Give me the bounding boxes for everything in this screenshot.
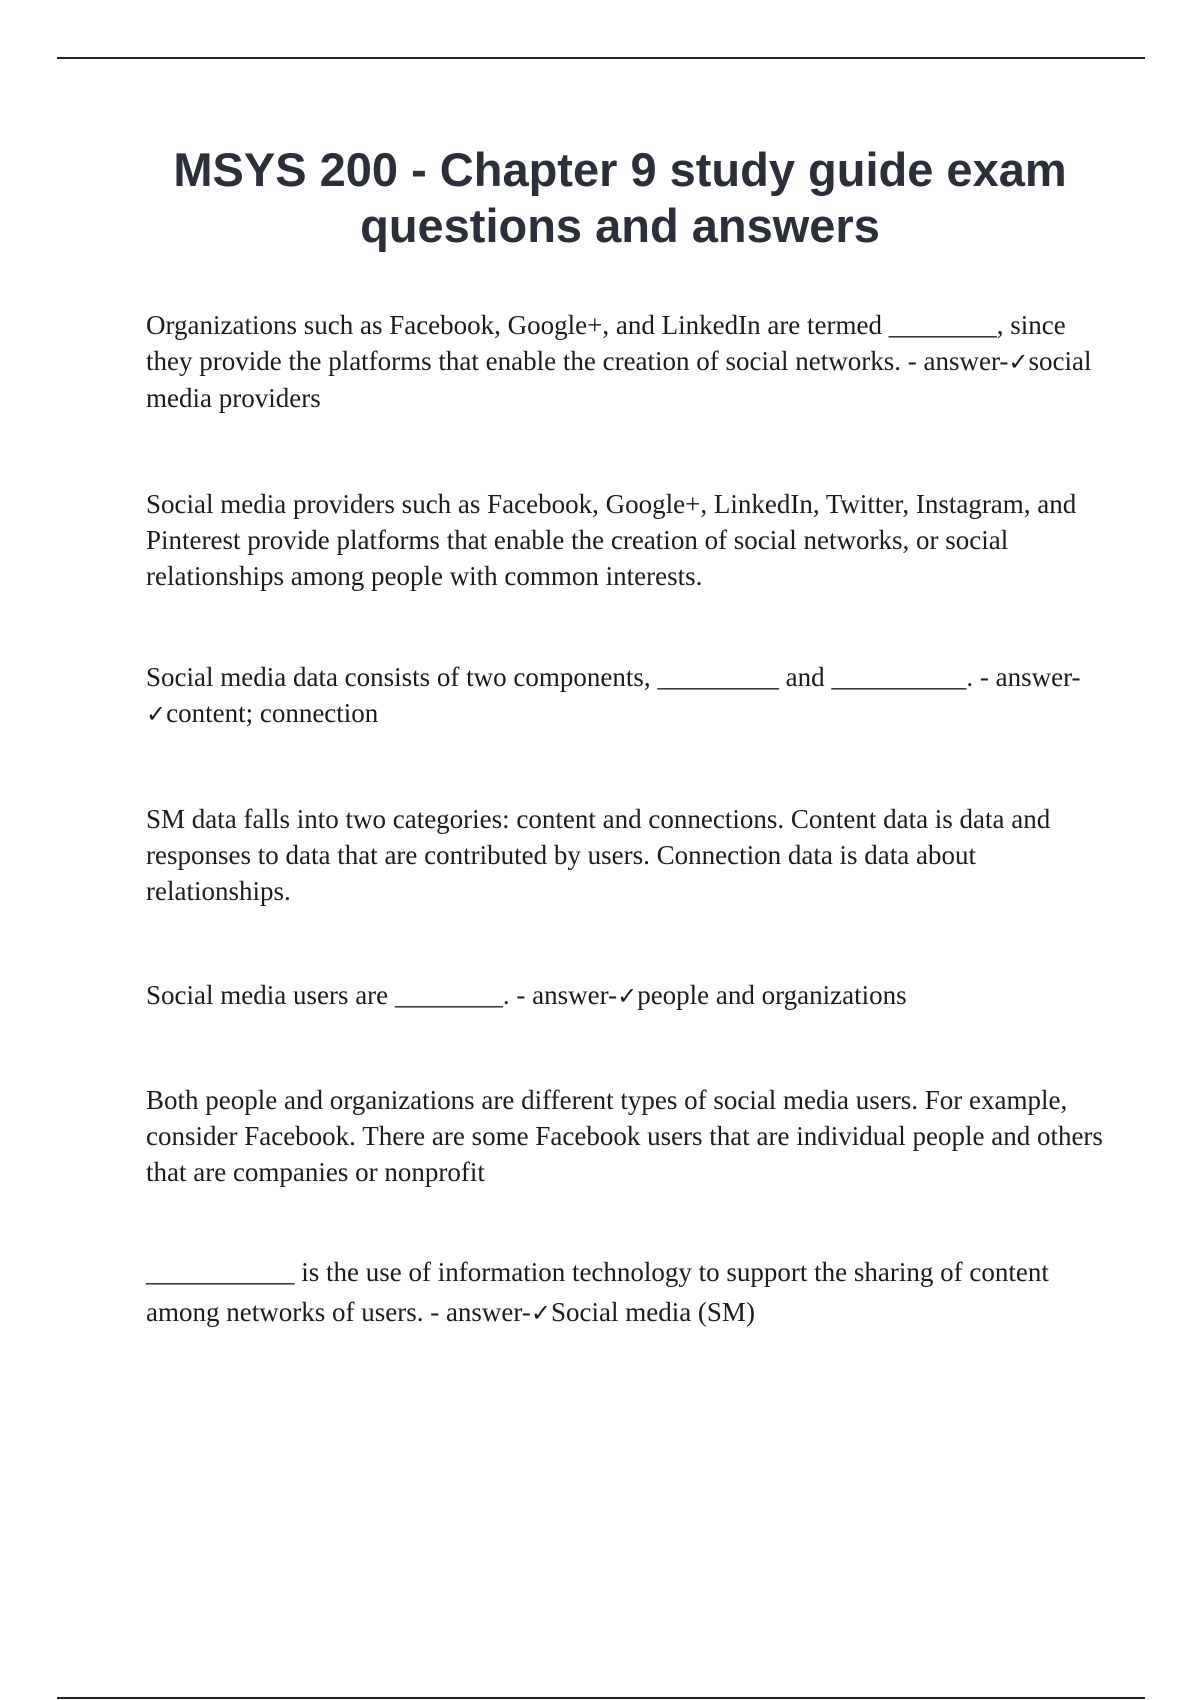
question-block [146,659,1106,732]
explanation-text: SM data falls into two categories: content and connections. Content data is data and responses to data that are contributed by users. Connection data is data about relationships. [146,804,1051,906]
answer-text: social media providers [146,346,1092,413]
explanation-text: Both people and organizations are different types of social media users. For example, consider Facebook. There are some Facebook users that are individual people and others that are companies or nonprofit [146,1085,1103,1187]
question-text: Social media data consists of two components, _________ and __________. - answer- [146,662,1081,692]
explanation-block [146,1082,1106,1190]
bottom-rule [57,1697,1145,1699]
explanation-block [146,486,1106,594]
question-text: Social media users are ________. - answer- [146,980,618,1010]
question-block [146,1252,1106,1333]
explanation-block [146,801,1106,909]
check-icon: ✓ [617,982,638,1010]
answer-text: people and organizations [637,980,907,1010]
question-text: ___________ is the use of information technology to support the sharing of content among networks of users. - answer- [146,1257,1049,1327]
explanation-text: Social media providers such as Facebook, Google+, LinkedIn, Twitter, Instagram, and Pinterest provide platforms that enable the creation of social networks, or social relationships among people with common interests. [146,489,1077,591]
answer-text: Social media (SM) [550,1297,755,1327]
top-rule [57,57,1145,59]
document-title: MSYS 200 - Chapter 9 study guide exam questions and answers [173,143,1067,252]
answer-text: content; connection [166,698,379,728]
question-block [146,307,1106,416]
check-icon: ✓ [530,1299,551,1327]
question-text: Organizations such as Facebook, Google+, and LinkedIn are termed ________, since they provide the platforms that enable the creation of social networks. - answer- [146,310,1066,376]
question-block [146,977,1106,1014]
check-icon: ✓ [146,700,167,728]
check-icon: ✓ [1008,348,1029,376]
